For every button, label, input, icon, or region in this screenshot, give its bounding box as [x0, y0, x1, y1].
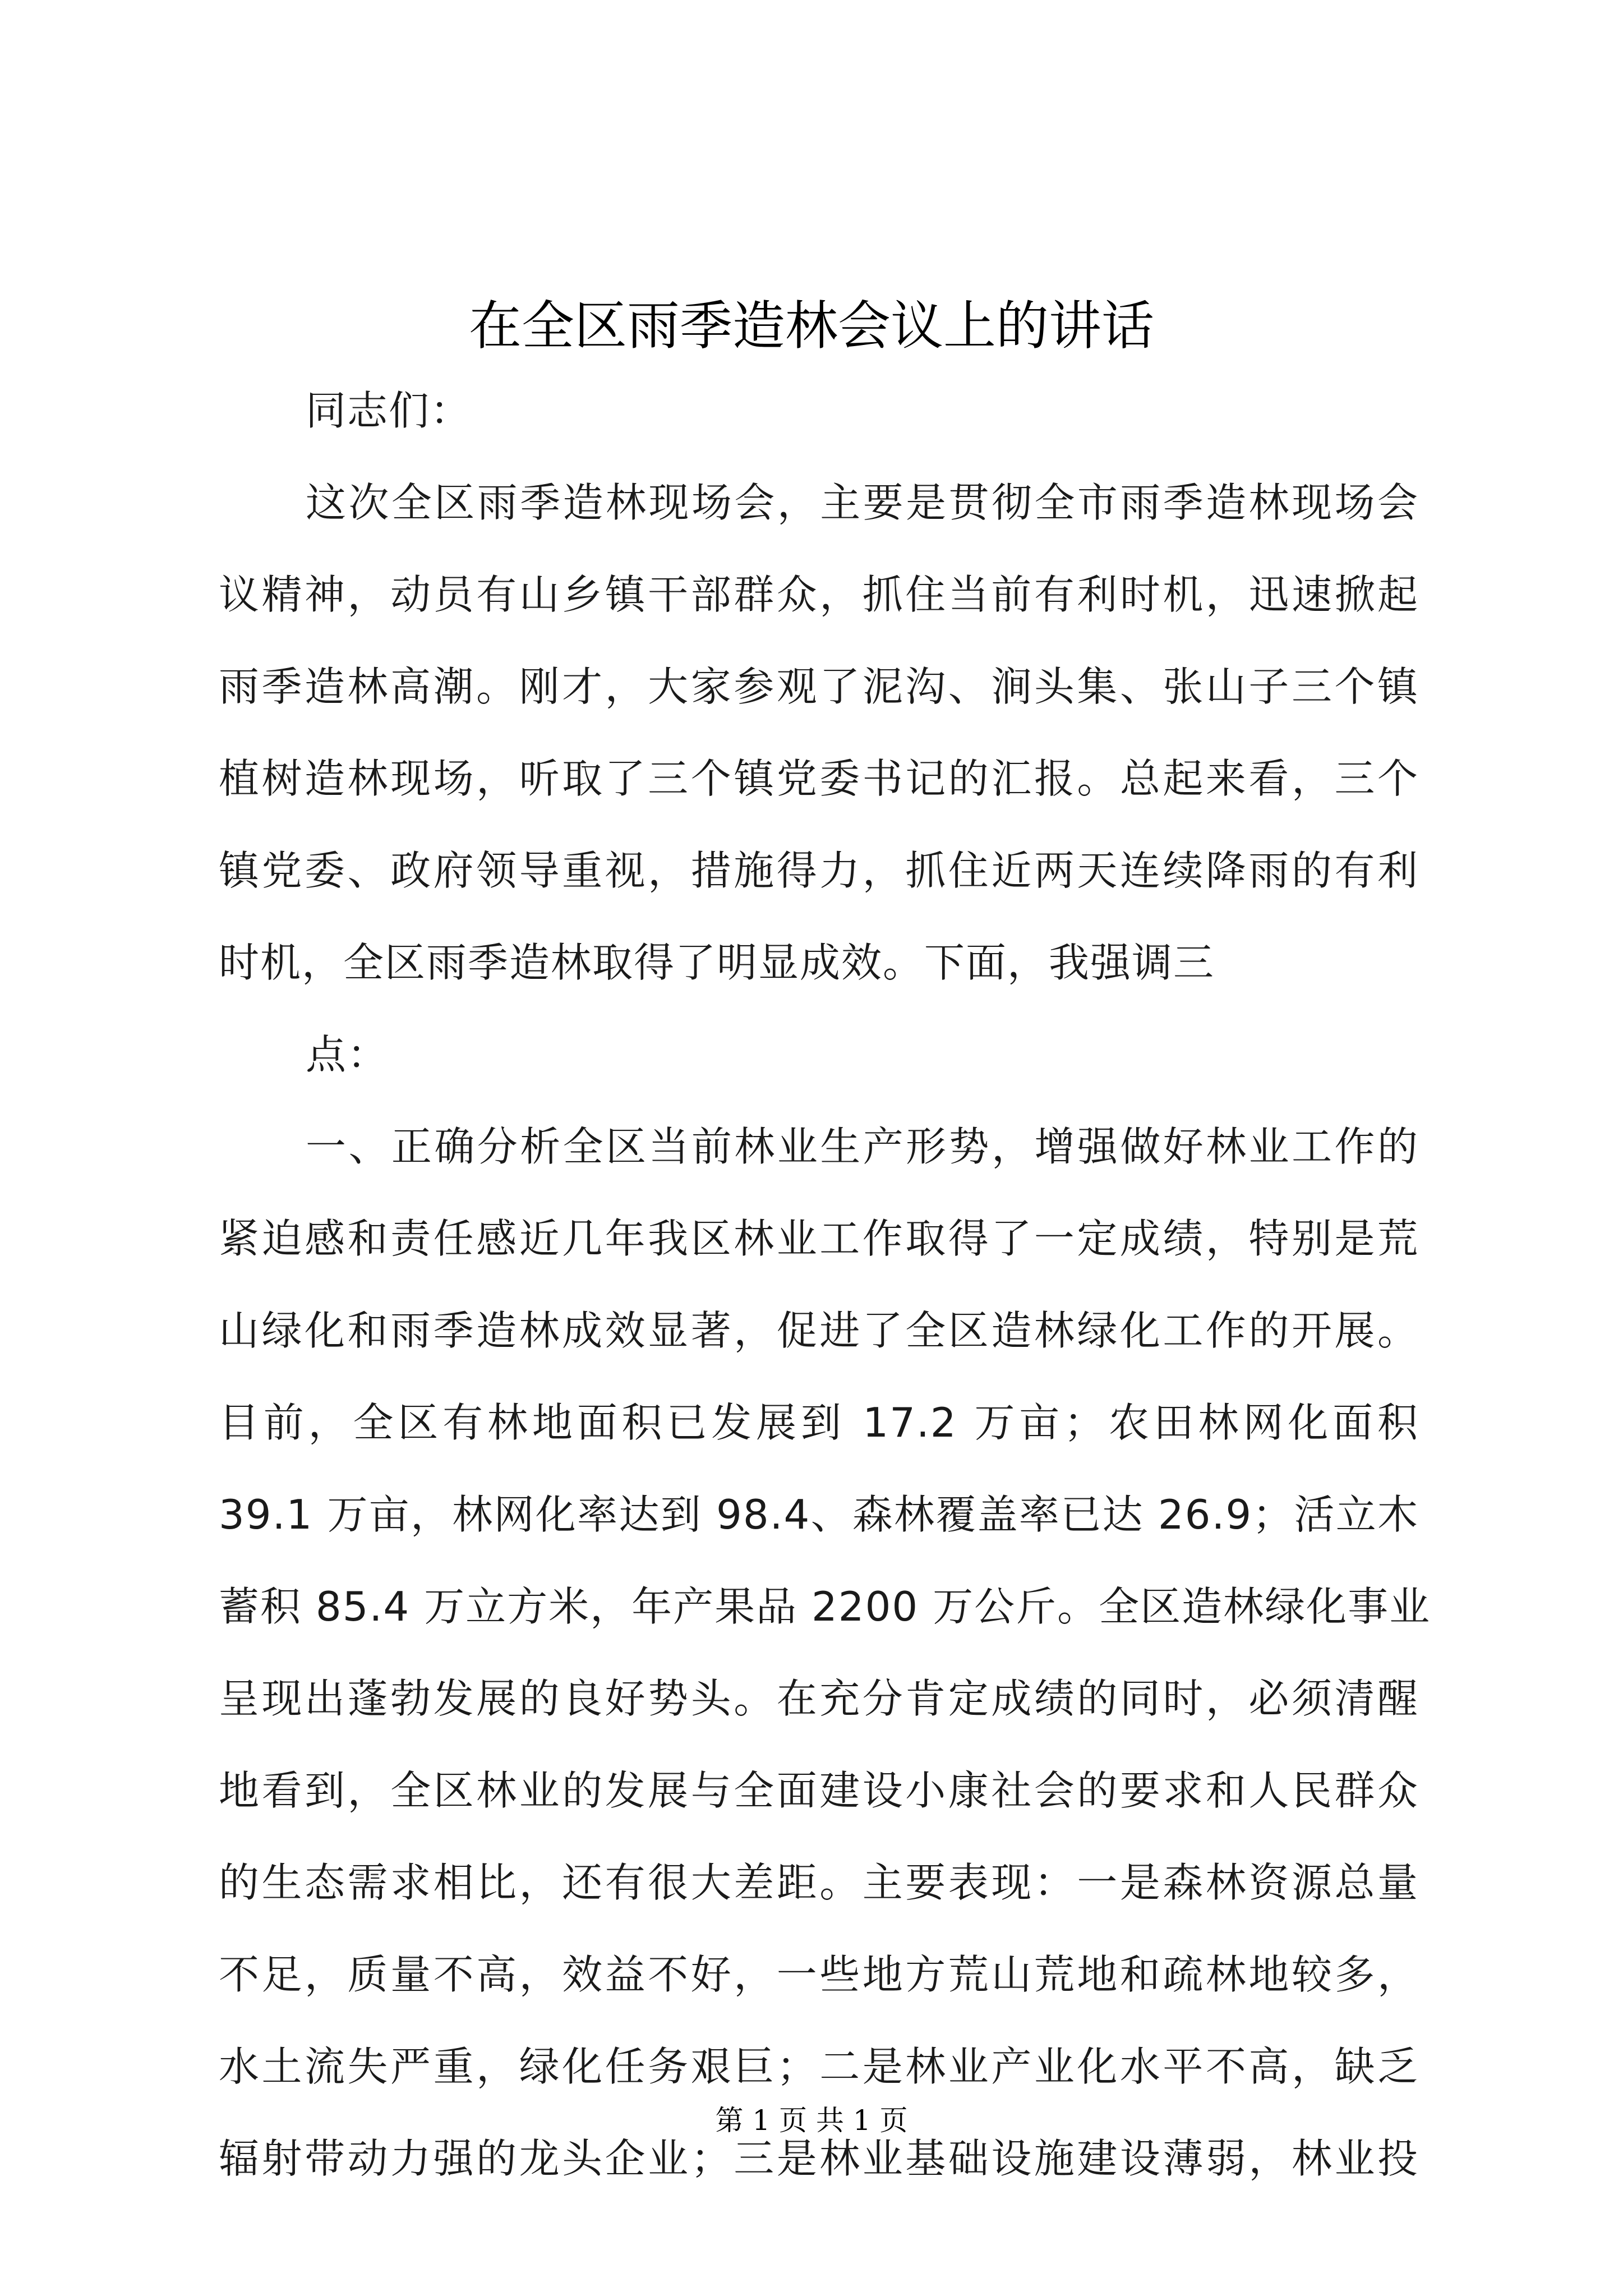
body-line: 紧迫感和责任感近几年我区林业工作取得了一定成绩，特别是荒 — [219, 1215, 1419, 1262]
body-line: 镇党委、政府领导重视，措施得力，抓住近两天连续降雨的有利 — [219, 847, 1419, 894]
body-line: 水土流失严重，绿化任务艰巨；二是林业产业化水平不高，缺乏 — [219, 2043, 1419, 2090]
body-line: 的生态需求相比，还有很大差距。主要表现：一是森林资源总量 — [219, 1859, 1419, 1906]
body-line: 呈现出蓬勃发展的良好势头。在充分肯定成绩的同时，必须清醒 — [219, 1675, 1419, 1722]
salutation-line: 同志们： — [306, 387, 472, 434]
body-line: 39.1 万亩，林网化率达到 98.4、森林覆盖率已达 26.9；活立木 — [219, 1491, 1419, 1538]
body-line: 植树造林现场，听取了三个镇党委书记的汇报。总起来看，三个 — [219, 755, 1419, 802]
page-footer: 第 1 页 共 1 页 — [715, 2104, 908, 2137]
body-line: 目前，全区有林地面积已发展到 17.2 万亩；农田林网化面积 — [219, 1399, 1419, 1446]
body-line: 点： — [306, 1031, 389, 1078]
body-line: 这次全区雨季造林现场会，主要是贯彻全市雨季造林现场会 — [306, 479, 1419, 526]
body-line: 地看到，全区林业的发展与全面建设小康社会的要求和人民群众 — [219, 1767, 1419, 1814]
body-line: 议精神，动员有山乡镇干部群众，抓住当前有利时机，迅速掀起 — [219, 571, 1419, 618]
body-line: 不足，质量不高，效益不好，一些地方荒山荒地和疏林地较多， — [219, 1951, 1419, 1998]
section-heading-line: 一、正确分析全区当前林业生产形势，增强做好林业工作的 — [306, 1123, 1419, 1170]
body-line: 时机，全区雨季造林取得了明显成效。下面，我强调三 — [219, 939, 1215, 986]
body-line: 雨季造林高潮。刚才，大家参观了泥沟、涧头集、张山子三个镇 — [219, 663, 1419, 710]
body-line: 蓄积 85.4 万立方米，年产果品 2200 万公斤。全区造林绿化事业 — [219, 1583, 1431, 1630]
body-line: 辐射带动力强的龙头企业；三是林业基础设施建设薄弱，林业投 — [219, 2135, 1419, 2182]
body-line: 山绿化和雨季造林成效显著，促进了全区造林绿化工作的开展。 — [219, 1307, 1419, 1354]
document-title: 在全区雨季造林会议上的讲话 — [468, 296, 1154, 357]
